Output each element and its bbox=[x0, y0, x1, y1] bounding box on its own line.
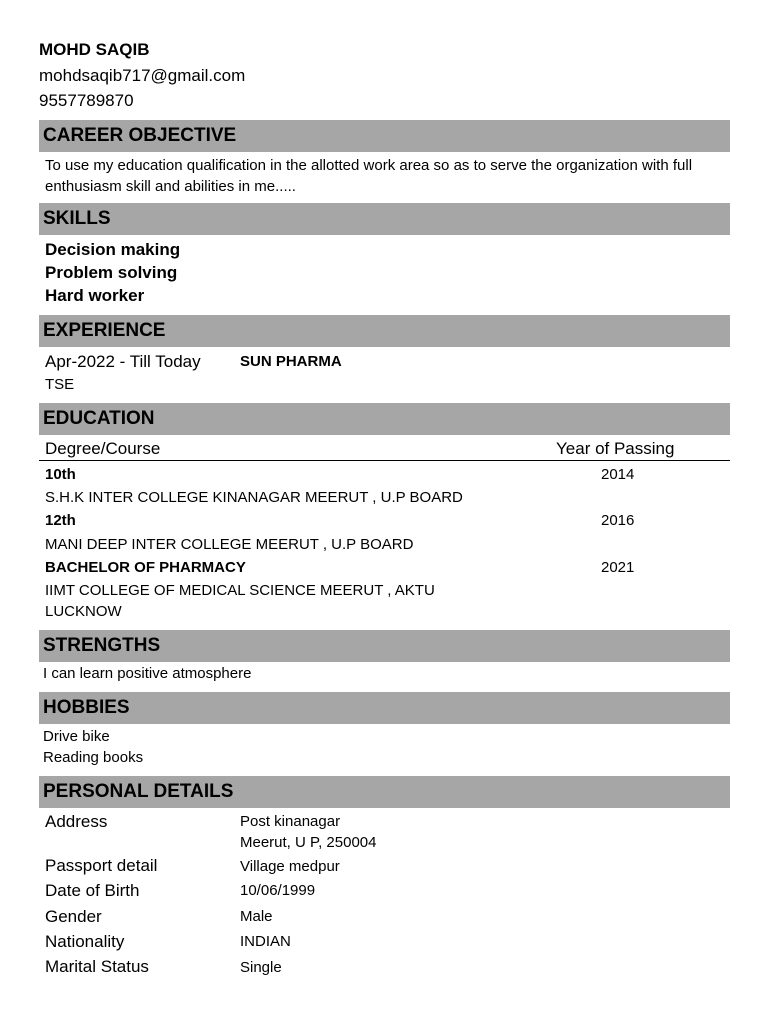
education-institute: S.H.K INTER COLLEGE KINANAGAR MEERUT , U.P BOARD bbox=[45, 489, 463, 506]
candidate-name: MOHD SAQIB bbox=[39, 40, 150, 59]
section-header-strengths: STRENGTHS bbox=[39, 630, 730, 662]
section-header-experience: EXPERIENCE bbox=[39, 315, 730, 347]
skill-item: Hard worker bbox=[45, 286, 145, 305]
address-value: Meerut, U P, 250004 bbox=[240, 834, 377, 851]
education-institute: LUCKNOW bbox=[45, 603, 122, 620]
education-year: 2016 bbox=[601, 512, 635, 529]
address-label: Address bbox=[45, 812, 108, 831]
education-institute: MANI DEEP INTER COLLEGE MEERUT , U.P BOARD bbox=[45, 536, 414, 553]
education-degree: BACHELOR OF PHARMACY bbox=[45, 559, 246, 576]
address-value: Post kinanagar bbox=[240, 813, 341, 830]
gender-value: Male bbox=[240, 908, 273, 925]
section-header-career-objective: CAREER OBJECTIVE bbox=[39, 120, 730, 152]
skill-item: Problem solving bbox=[45, 263, 178, 282]
nationality-value: INDIAN bbox=[240, 933, 291, 950]
section-header-skills: SKILLS bbox=[39, 203, 730, 235]
phone: 9557789870 bbox=[39, 91, 134, 110]
experience-company: SUN PHARMA bbox=[240, 353, 342, 370]
dob-label: Date of Birth bbox=[45, 881, 140, 900]
email: mohdsaqib717@gmail.com bbox=[39, 66, 246, 85]
education-degree: 10th bbox=[45, 466, 76, 483]
section-header-hobbies: HOBBIES bbox=[39, 692, 730, 724]
gender-label: Gender bbox=[45, 907, 102, 926]
education-year: 2014 bbox=[601, 466, 635, 483]
section-header-education: EDUCATION bbox=[39, 403, 730, 435]
education-header-rule bbox=[39, 460, 730, 461]
experience-role: TSE bbox=[45, 376, 75, 393]
education-year: 2021 bbox=[601, 559, 635, 576]
passport-label: Passport detail bbox=[45, 856, 158, 875]
passport-value: Village medpur bbox=[240, 858, 340, 875]
section-header-personal-details: PERSONAL DETAILS bbox=[39, 776, 730, 808]
nationality-label: Nationality bbox=[45, 932, 125, 951]
experience-period: Apr-2022 - Till Today bbox=[45, 352, 201, 371]
career-objective-text: To use my education qualification in the allotted work area so as to serve the organization with full enthusiasm skill and abilities in me..... bbox=[45, 157, 693, 195]
strengths-text: I can learn positive atmosphere bbox=[43, 665, 252, 682]
hobby-item: Drive bike bbox=[43, 728, 110, 745]
marital-status-label: Marital Status bbox=[45, 957, 149, 976]
education-institute: IIMT COLLEGE OF MEDICAL SCIENCE MEERUT , AKTU bbox=[45, 582, 435, 599]
dob-value: 10/06/1999 bbox=[240, 882, 316, 899]
skill-item: Decision making bbox=[45, 240, 181, 259]
marital-status-value: Single bbox=[240, 959, 282, 976]
education-col-year: Year of Passing bbox=[556, 439, 675, 458]
hobby-item: Reading books bbox=[43, 749, 144, 766]
education-degree: 12th bbox=[45, 512, 76, 529]
education-col-degree: Degree/Course bbox=[45, 439, 161, 458]
